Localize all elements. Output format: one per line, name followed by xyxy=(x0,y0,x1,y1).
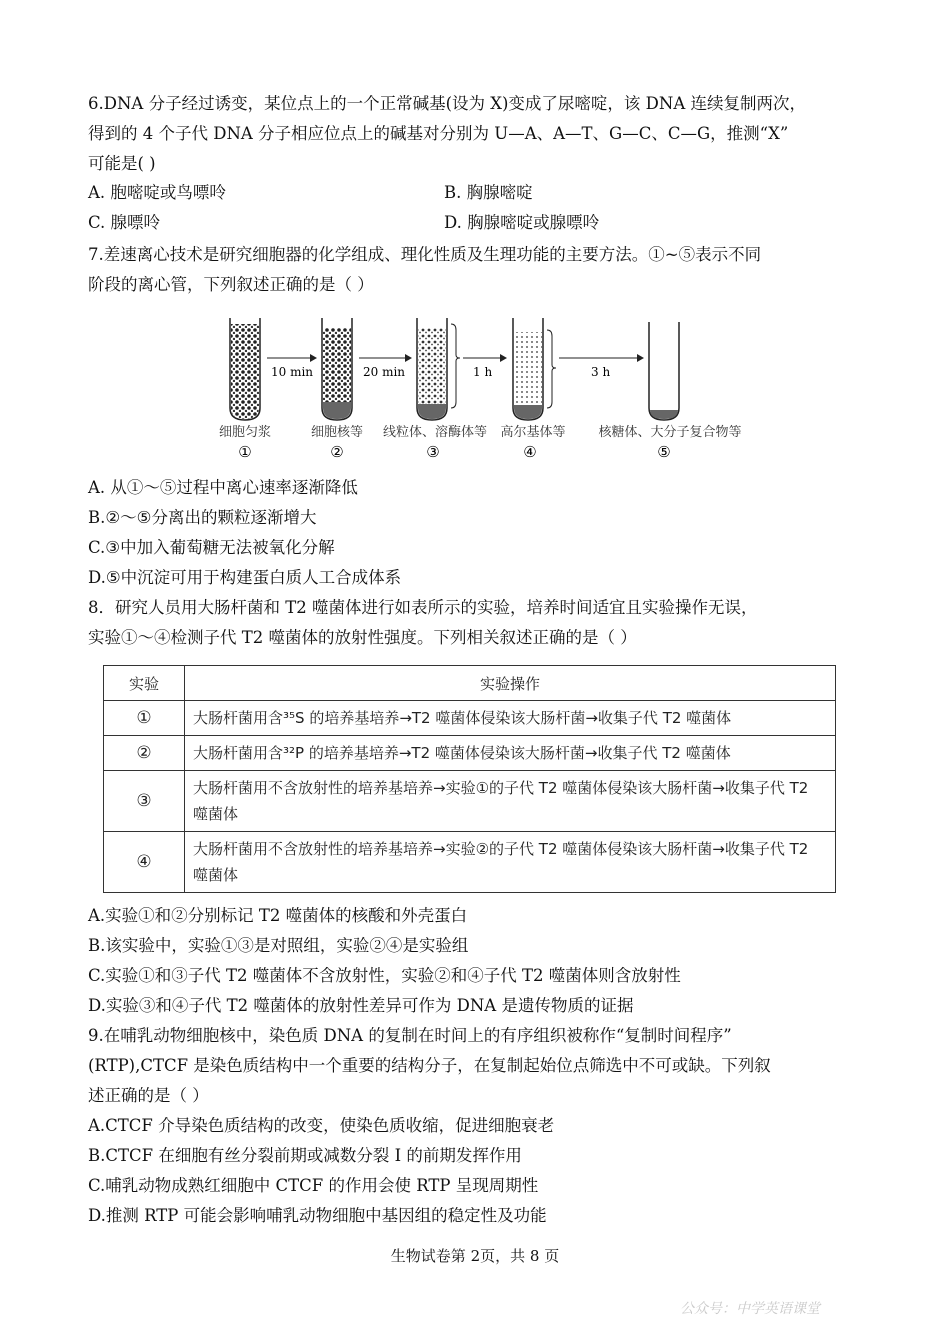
row-text: 大肠杆菌用含³⁵S 的培养基培养→T2 噬菌体侵染该大肠杆菌→收集子代 T2 噬菌体 xyxy=(185,701,836,736)
q8-option-d: D.实验③和④子代 T2 噬菌体的放射性差异可作为 DNA 是遗传物质的证据 xyxy=(88,996,634,1015)
q9-stem-line1: 9.在哺乳动物细胞核中，染色质 DNA 的复制在时间上的有序组织被称作“复制时间程序” xyxy=(88,1026,732,1045)
tube-num-4: ④ xyxy=(523,443,537,461)
time-label-4: 3 h xyxy=(591,365,611,379)
q8-option-a: A.实验①和②分别标记 T2 噬菌体的核酸和外壳蛋白 xyxy=(88,906,468,925)
q7-option-a: A. 从①～⑤过程中离心速率逐渐降低 xyxy=(88,478,358,497)
watermark: 公众号：中学英语课堂 xyxy=(680,1301,820,1317)
table-row xyxy=(104,736,836,771)
row-text: 大肠杆菌用不含放射性的培养基培养→实验②的子代 T2 噬菌体侵染该大肠杆菌→收集子代 T2 噬菌体 xyxy=(185,832,836,893)
row-id: ④ xyxy=(104,832,185,893)
tube-4 xyxy=(513,318,556,420)
arrow-1 xyxy=(267,354,317,362)
tube-label-4: 高尔基体等 xyxy=(500,425,566,440)
q7-option-d: D.⑤中沉淀可用于构建蛋白质人工合成体系 xyxy=(88,568,402,587)
tube-num-2: ② xyxy=(330,443,344,461)
q6-stem-line3: 可能是( ) xyxy=(88,154,156,173)
q7-stem-line2: 阶段的离心管，下列叙述正确的是（ ） xyxy=(88,275,374,294)
tube-label-3: 线粒体、溶酶体等 xyxy=(382,425,488,440)
tube-num-1: ① xyxy=(238,443,252,461)
tube-1 xyxy=(230,318,260,420)
q6-stem-line1: 6.DNA 分子经过诱变，某位点上的一个正常碱基(设为 X)变成了尿嘧啶，该 DNA 连续复制两次， xyxy=(88,94,807,113)
tube-3 xyxy=(417,318,460,420)
row-text: 大肠杆菌用不含放射性的培养基培养→实验①的子代 T2 噬菌体侵染该大肠杆菌→收集子代 T2 噬菌体 xyxy=(185,771,836,832)
tube-label-2: 细胞核等 xyxy=(310,425,364,440)
q6-option-c: C. 腺嘌呤 xyxy=(88,213,161,232)
experiment-table xyxy=(103,665,836,893)
row-text: 大肠杆菌用含³²P 的培养基培养→T2 噬菌体侵染该大肠杆菌→收集子代 T2 噬菌体 xyxy=(185,736,836,771)
table-row xyxy=(104,701,836,736)
q6-option-d: D. 胸腺嘧啶或腺嘌呤 xyxy=(444,213,600,232)
q7-option-b: B.②～⑤分离出的颗粒逐渐增大 xyxy=(88,508,317,527)
q8-option-b: B.该实验中，实验①③是对照组，实验②④是实验组 xyxy=(88,936,469,955)
time-label-2: 20 min xyxy=(363,365,406,379)
q7-stem-line1: 7.差速离心技术是研究细胞器的化学组成、理化性质及生理功能的主要方法。①~⑤表示不同 xyxy=(88,245,762,264)
arrow-3 xyxy=(463,354,507,362)
tube-num-5: ⑤ xyxy=(657,443,671,461)
table-header-operation: 实验操作 xyxy=(185,666,836,701)
centrifuge-figure xyxy=(205,310,765,470)
q9-option-a: A.CTCF 介导染色质结构的改变，使染色质收缩，促进细胞衰老 xyxy=(88,1116,555,1135)
table-header xyxy=(104,666,836,701)
tube-2 xyxy=(322,318,352,420)
q7-option-c: C.③中加入葡萄糖无法被氧化分解 xyxy=(88,538,335,557)
time-label-3: 1 h xyxy=(473,365,493,379)
q8-stem-line1: 8．研究人员用大肠杆菌和 T2 噬菌体进行如表所示的实验，培养时间适宜且实验操作无误， xyxy=(88,598,758,617)
tube-num-3: ③ xyxy=(426,443,440,461)
q6-option-a: A. 胞嘧啶或鸟嘌呤 xyxy=(88,183,226,202)
q9-option-b: B.CTCF 在细胞有丝分裂前期或减数分裂 I 的前期发挥作用 xyxy=(88,1146,522,1165)
q8-option-c: C.实验①和③子代 T2 噬菌体不含放射性，实验②和④子代 T2 噬菌体则含放射性 xyxy=(88,966,681,985)
q6-stem-line2: 得到的 4 个子代 DNA 分子相应位点上的碱基对分别为 U—A、A—T、G—C、C—G，推测“X” xyxy=(88,124,789,143)
q9-option-c: C.哺乳动物成熟红细胞中 CTCF 的作用会使 RTP 呈现周期性 xyxy=(88,1176,539,1195)
q6-option-b: B. 胸腺嘧啶 xyxy=(444,183,533,202)
arrow-4 xyxy=(559,354,644,362)
tube-5 xyxy=(649,322,679,420)
time-label-1: 10 min xyxy=(271,365,314,379)
table-row xyxy=(104,771,836,832)
q8-stem-line2: 实验①～④检测子代 T2 噬菌体的放射性强度。下列相关叙述正确的是（ ） xyxy=(88,628,637,647)
table-header-experiment: 实验 xyxy=(104,666,185,701)
q9-option-d: D.推测 RTP 可能会影响哺乳动物细胞中基因组的稳定性及功能 xyxy=(88,1206,547,1225)
table-row xyxy=(104,832,836,893)
page-footer: 生物试卷第 2页，共 8 页 xyxy=(390,1247,560,1265)
row-id: ① xyxy=(104,701,185,736)
arrow-2 xyxy=(359,354,412,362)
q9-stem-line3: 述正确的是（ ） xyxy=(88,1086,209,1105)
tube-label-5: 核糖体、大分子复合物等 xyxy=(598,425,742,440)
tube-label-1: 细胞匀浆 xyxy=(218,425,272,440)
row-id: ③ xyxy=(104,771,185,832)
q9-stem-line2: (RTP),CTCF 是染色质结构中一个重要的结构分子，在复制起始位点筛选中不可或缺。下列叙 xyxy=(88,1056,771,1075)
row-id: ② xyxy=(104,736,185,771)
